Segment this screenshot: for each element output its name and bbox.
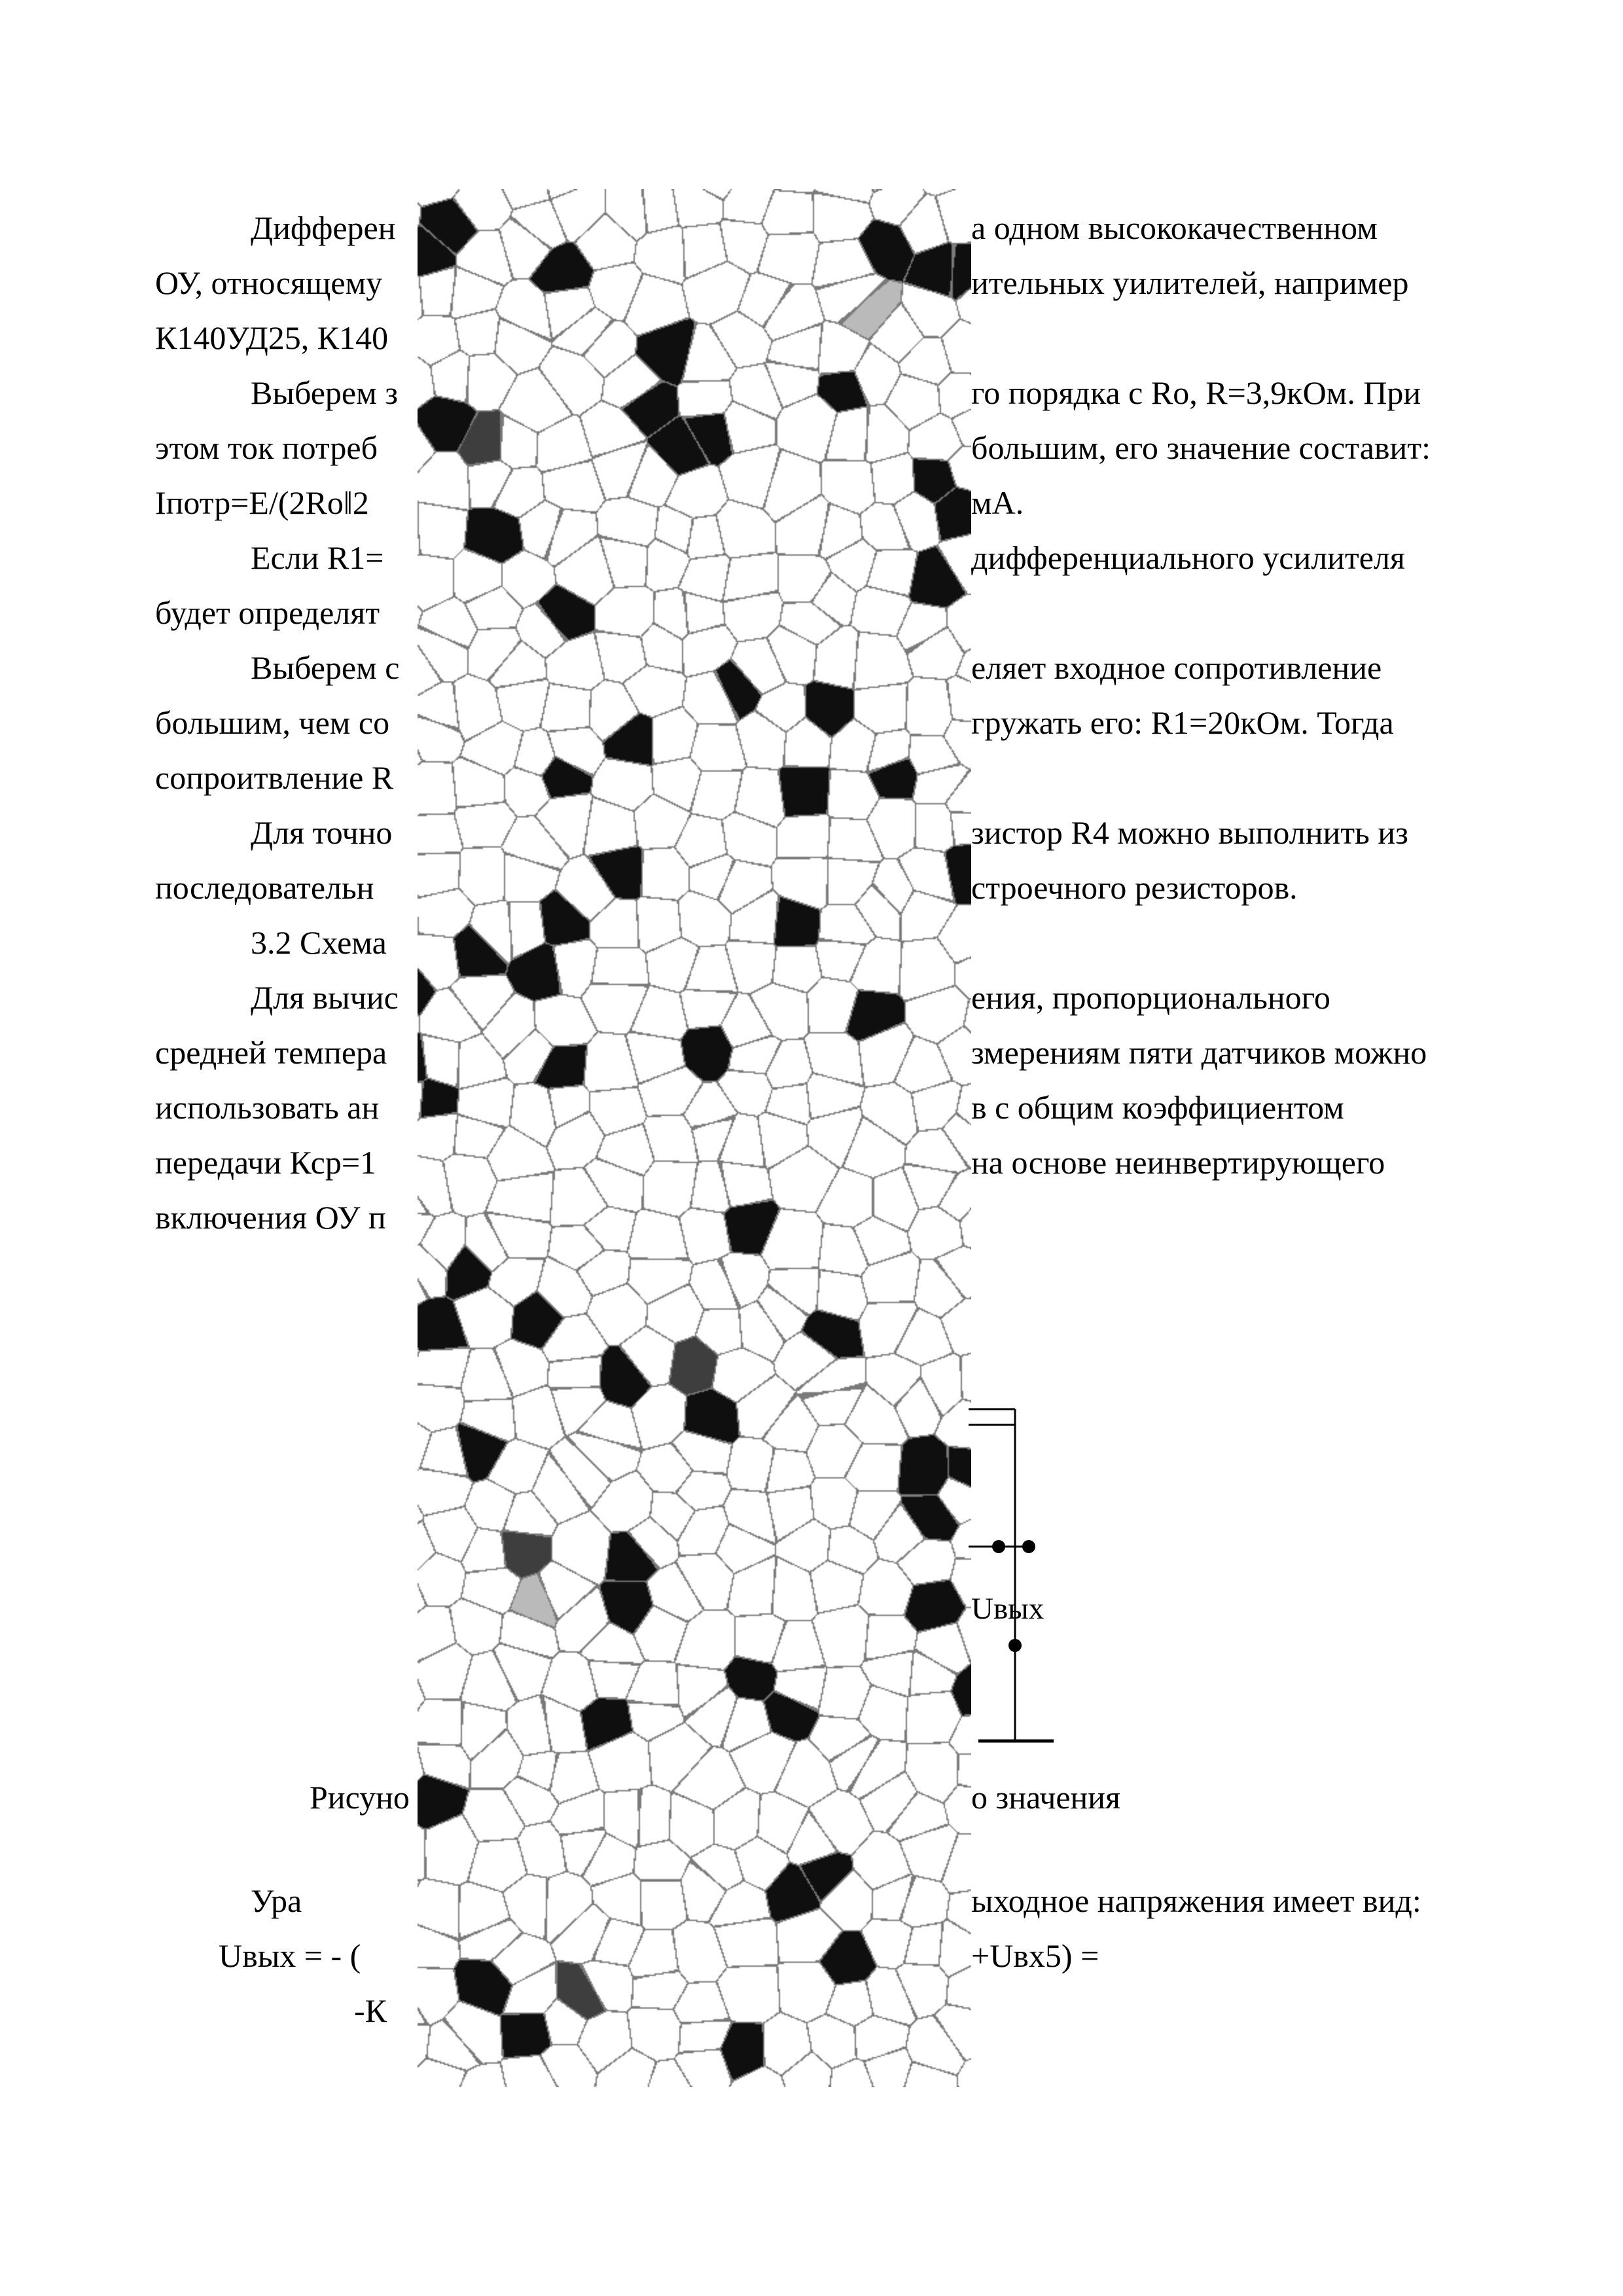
line-left-fragment: Выберем с	[251, 649, 400, 686]
mosaic-overlay	[418, 189, 971, 2087]
line-left-fragment: передачи Кср=1	[155, 1144, 377, 1181]
line-right-fragment: +Uвх5) =	[971, 1937, 1099, 1974]
line-left-fragment: сопроитвление R	[155, 759, 394, 796]
line-right-fragment: а одном высококачественном	[971, 209, 1378, 246]
line-right-fragment: на основе неинвертирующего	[971, 1144, 1385, 1181]
line-left-fragment: ОУ, относящему	[155, 264, 383, 301]
line-right-fragment: зистор R4 можно выполнить из	[971, 814, 1408, 851]
line-left-fragment: использовать ан	[155, 1089, 380, 1126]
line-right-fragment: ения, пропорционального	[971, 979, 1330, 1016]
line-right-fragment: в с общим коэффициентом	[971, 1089, 1344, 1126]
terminal-dot-2	[1022, 1540, 1035, 1553]
terminal-dot-3	[1008, 1639, 1022, 1652]
line-right-fragment: большим, его значение составит:	[971, 429, 1431, 466]
line-left-fragment: Дифферен	[251, 209, 396, 246]
line-right-fragment: змерениям пяти датчиков можно	[971, 1034, 1427, 1071]
terminal-dot-1	[992, 1540, 1005, 1553]
line-left-fragment: К140УД25, К140	[155, 319, 389, 356]
line-left-fragment: этом ток потреб	[155, 429, 378, 466]
line-left-fragment: Iпотр=Е/(2Rо‖2	[155, 484, 369, 521]
output-voltage-label: Uвых	[971, 1592, 1044, 1626]
line-right-fragment: ыходное напряжения имеет вид:	[971, 1882, 1421, 1919]
line-left-fragment: Ура	[251, 1882, 302, 1919]
line-left-fragment: 3.2 Схема	[251, 924, 387, 961]
line-left-fragment: Если R1=	[251, 539, 384, 576]
line-right-fragment: дифференциального усилителя	[971, 539, 1405, 576]
line-right-fragment: еляет входное сопротивление	[971, 649, 1382, 686]
line-right-fragment: го порядка с Ro, R=3,9кОм. При	[971, 374, 1421, 411]
line-left-fragment: Для точно	[251, 814, 393, 851]
line-left-fragment: Uвых = - (	[219, 1937, 361, 1974]
line-right-fragment: гружать его: R1=20кОм. Тогда	[971, 704, 1394, 741]
line-right-fragment: мА.	[971, 484, 1024, 521]
line-left-fragment: -К	[354, 1992, 387, 2029]
circuit-output-fragment	[962, 1394, 1132, 1774]
line-left-fragment: большим, чем со	[155, 704, 390, 741]
line-left-fragment: Выберем з	[251, 374, 398, 411]
line-right-fragment: строечного резисторов.	[971, 869, 1298, 906]
caption-right-fragment: о значения	[971, 1779, 1121, 1816]
line-right-fragment: ительных уилителей, например	[971, 264, 1409, 301]
line-left-fragment: Для вычис	[251, 979, 399, 1016]
line-left-fragment: последовательн	[155, 869, 374, 906]
caption-left-fragment: Рисуно	[310, 1779, 410, 1816]
line-left-fragment: включения ОУ п	[155, 1199, 386, 1236]
line-left-fragment: будет определят	[155, 594, 380, 631]
line-left-fragment: средней темпера	[155, 1034, 387, 1071]
